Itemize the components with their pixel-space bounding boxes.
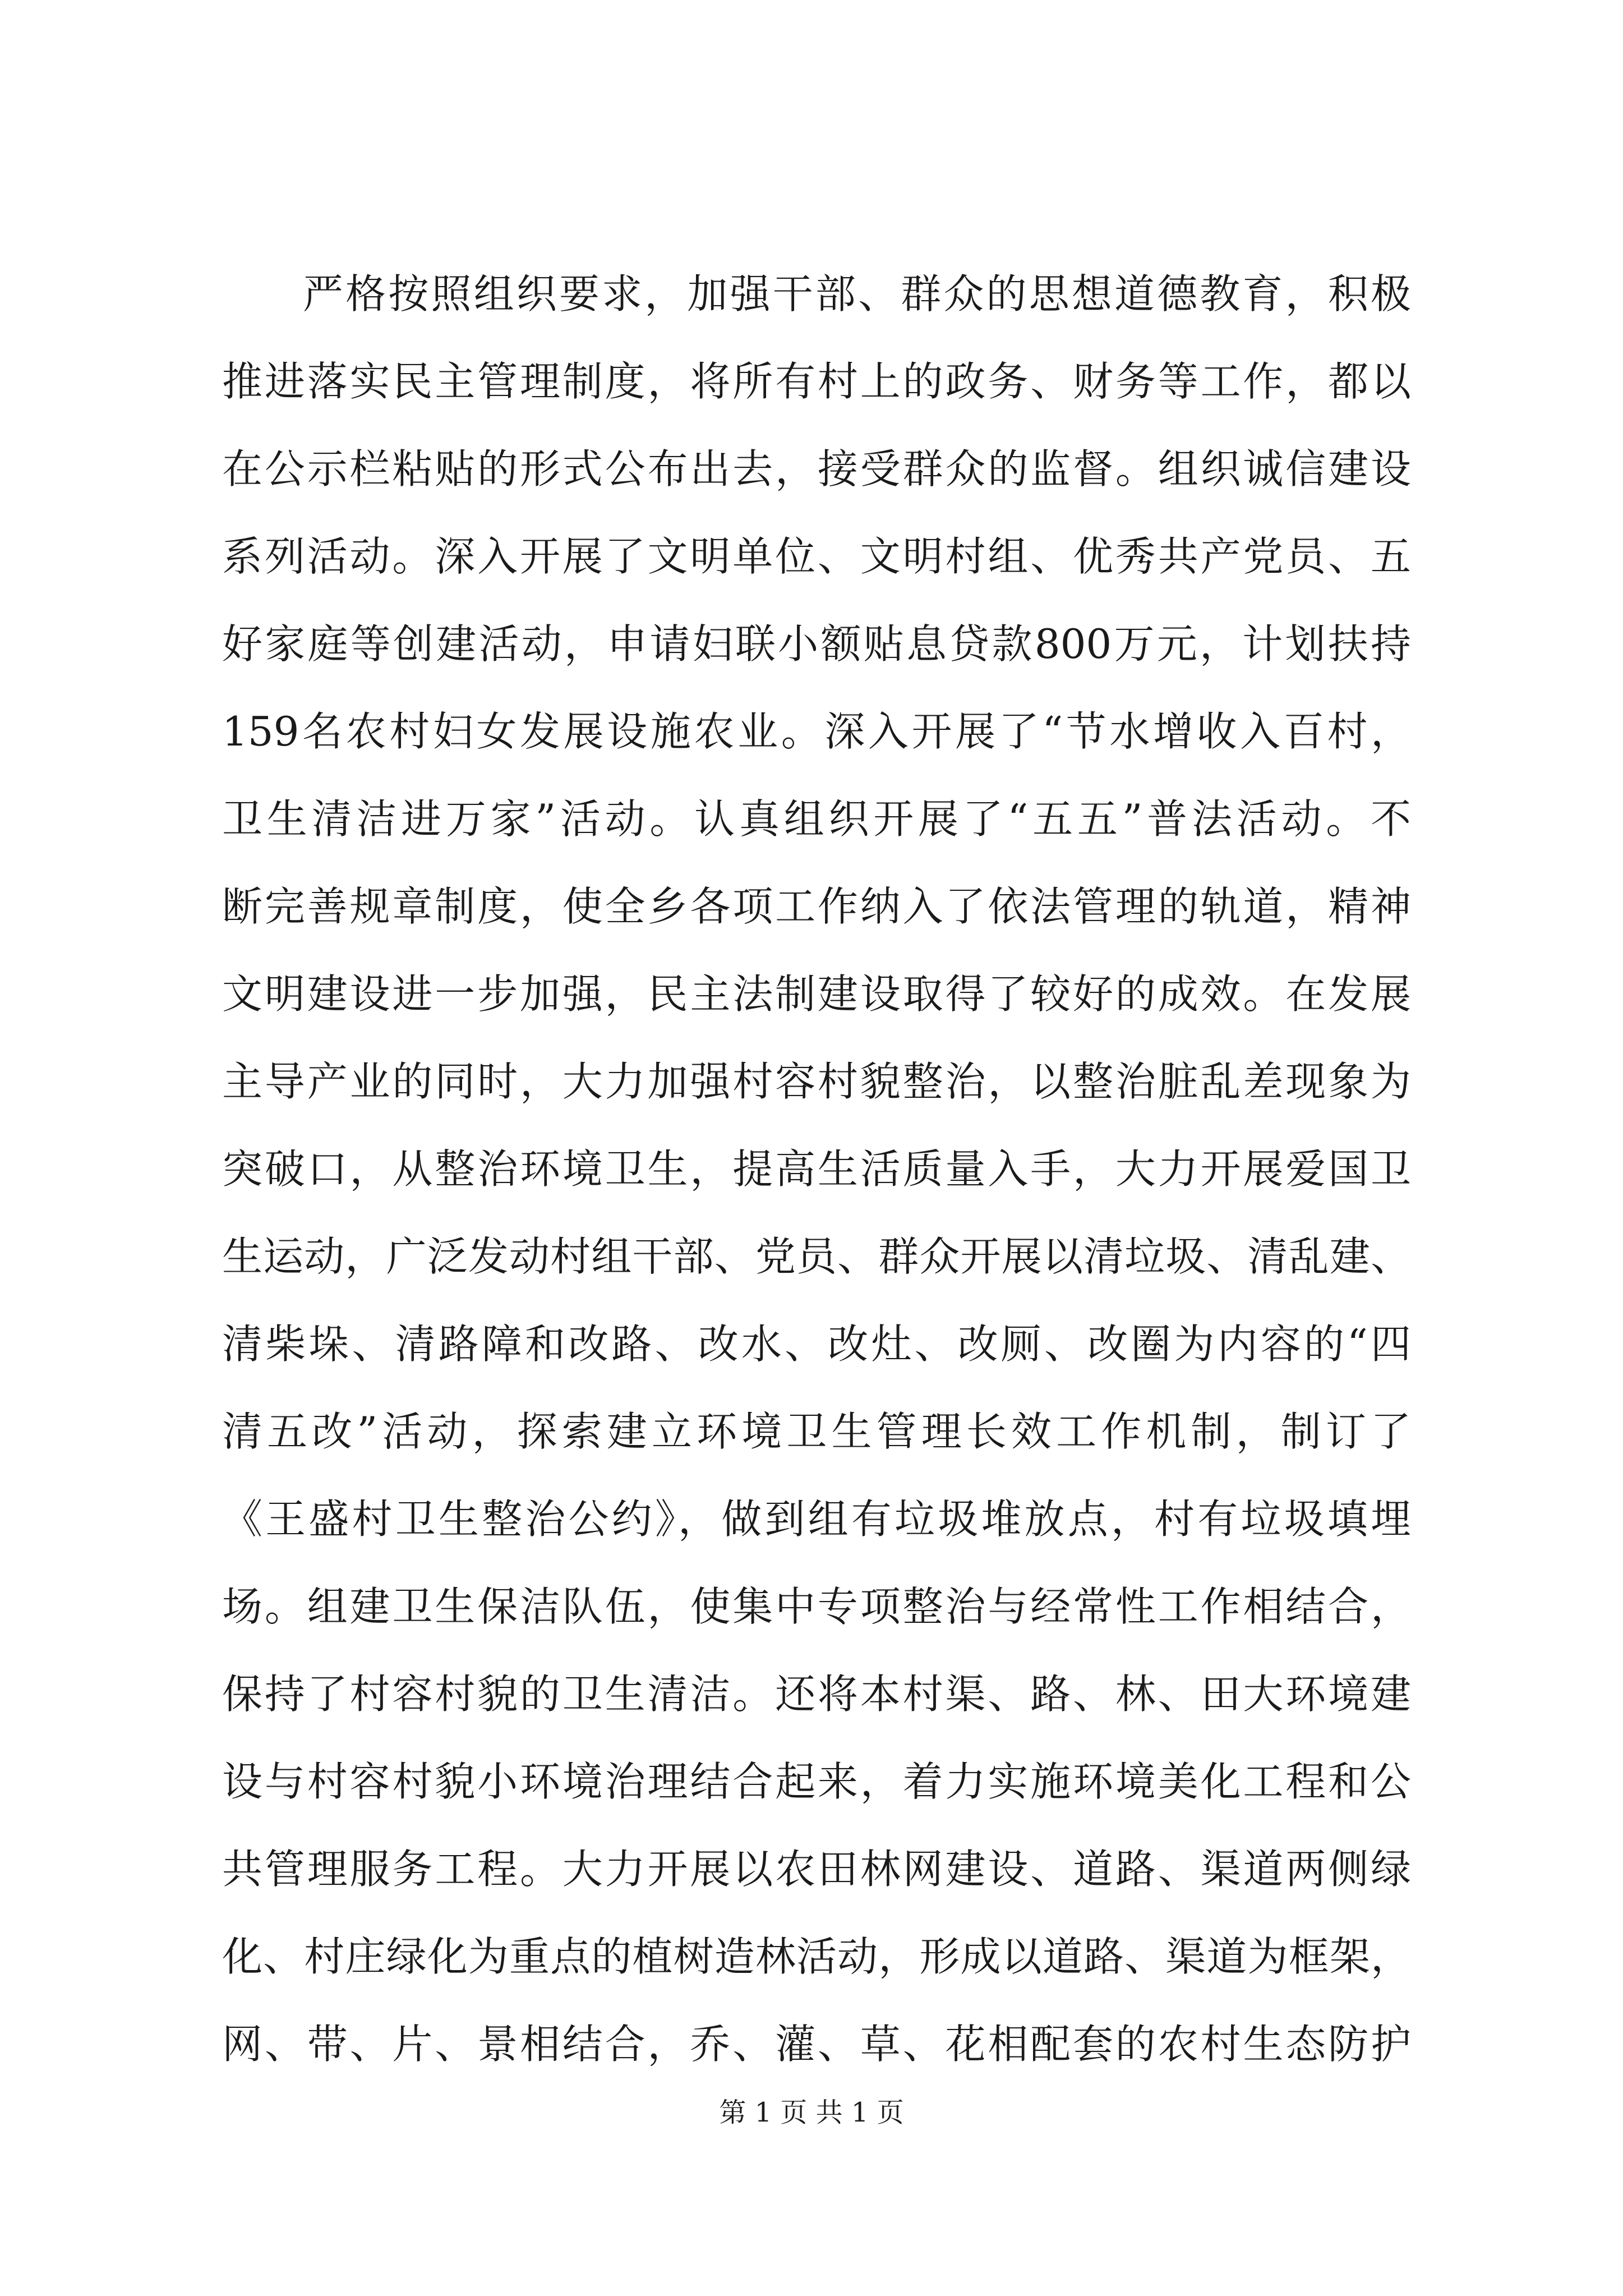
paragraph-line: 严格按照组织要求，加强干部、群众的思想道德教育，积极	[303, 270, 1411, 318]
paragraph-line: 突破口，从整治环境卫生，提高生活质量入手，大力开展爱国卫	[222, 1145, 1411, 1193]
paragraph-line: 设与村容村貌小环境治理结合起来，着力实施环境美化工程和公	[222, 1758, 1411, 1805]
paragraph-line: 文明建设进一步加强，民主法制建设取得了较好的成效。在发展	[222, 970, 1411, 1018]
paragraph-line: 共管理服务工程。大力开展以农田林网建设、道路、渠道两侧绿	[222, 1846, 1411, 1893]
paragraph-line: 生运动，广泛发动村组干部、党员、群众开展以清垃圾、清乱建、	[222, 1233, 1411, 1280]
paragraph-line: 159名农村妇女发展设施农业。深入开展了“节水增收入百村，	[222, 708, 1411, 755]
paragraph-line: 卫生清洁进万家”活动。认真组织开展了“五五”普法活动。不	[222, 795, 1411, 843]
paragraph-line: 系列活动。深入开展了文明单位、文明村组、优秀共产党员、五	[222, 533, 1411, 580]
body-paragraph	[222, 270, 1411, 2111]
paragraph-line: 好家庭等创建活动，申请妇联小额贴息贷款800万元，计划扶持	[222, 620, 1411, 668]
paragraph-line: 网、带、片、景相结合，乔、灌、草、花相配套的农村生态防护	[222, 2021, 1411, 2068]
paragraph-line: 化、村庄绿化为重点的植树造林活动，形成以道路、渠道为框架，	[222, 1933, 1411, 1980]
paragraph-line: 推进落实民主管理制度，将所有村上的政务、财务等工作，都以	[222, 358, 1411, 405]
paragraph-line: 清柴垛、清路障和改路、改水、改灶、改厕、改圈为内容的“四	[222, 1320, 1411, 1368]
paragraph-line: 主导产业的同时，大力加强村容村貌整治，以整治脏乱差现象为	[222, 1058, 1411, 1105]
paragraph-line: 场。组建卫生保洁队伍，使集中专项整治与经常性工作相结合，	[222, 1583, 1411, 1630]
paragraph-line: 保持了村容村貌的卫生清洁。还将本村渠、路、林、田大环境建	[222, 1671, 1411, 1718]
paragraph-line: 清五改”活动，探索建立环境卫生管理长效工作机制，制订了	[222, 1408, 1411, 1455]
page-footer	[0, 2099, 1623, 2126]
paragraph-line: 在公示栏粘贴的形式公布出去，接受群众的监督。组织诚信建设	[222, 445, 1411, 493]
paragraph-line: 《王盛村卫生整治公约》，做到组有垃圾堆放点，村有垃圾填埋	[222, 1496, 1411, 1543]
paragraph-line: 断完善规章制度，使全乡各项工作纳入了依法管理的轨道，精神	[222, 883, 1411, 930]
page-number-label: 第 1 页 共 1 页	[719, 2097, 904, 2128]
